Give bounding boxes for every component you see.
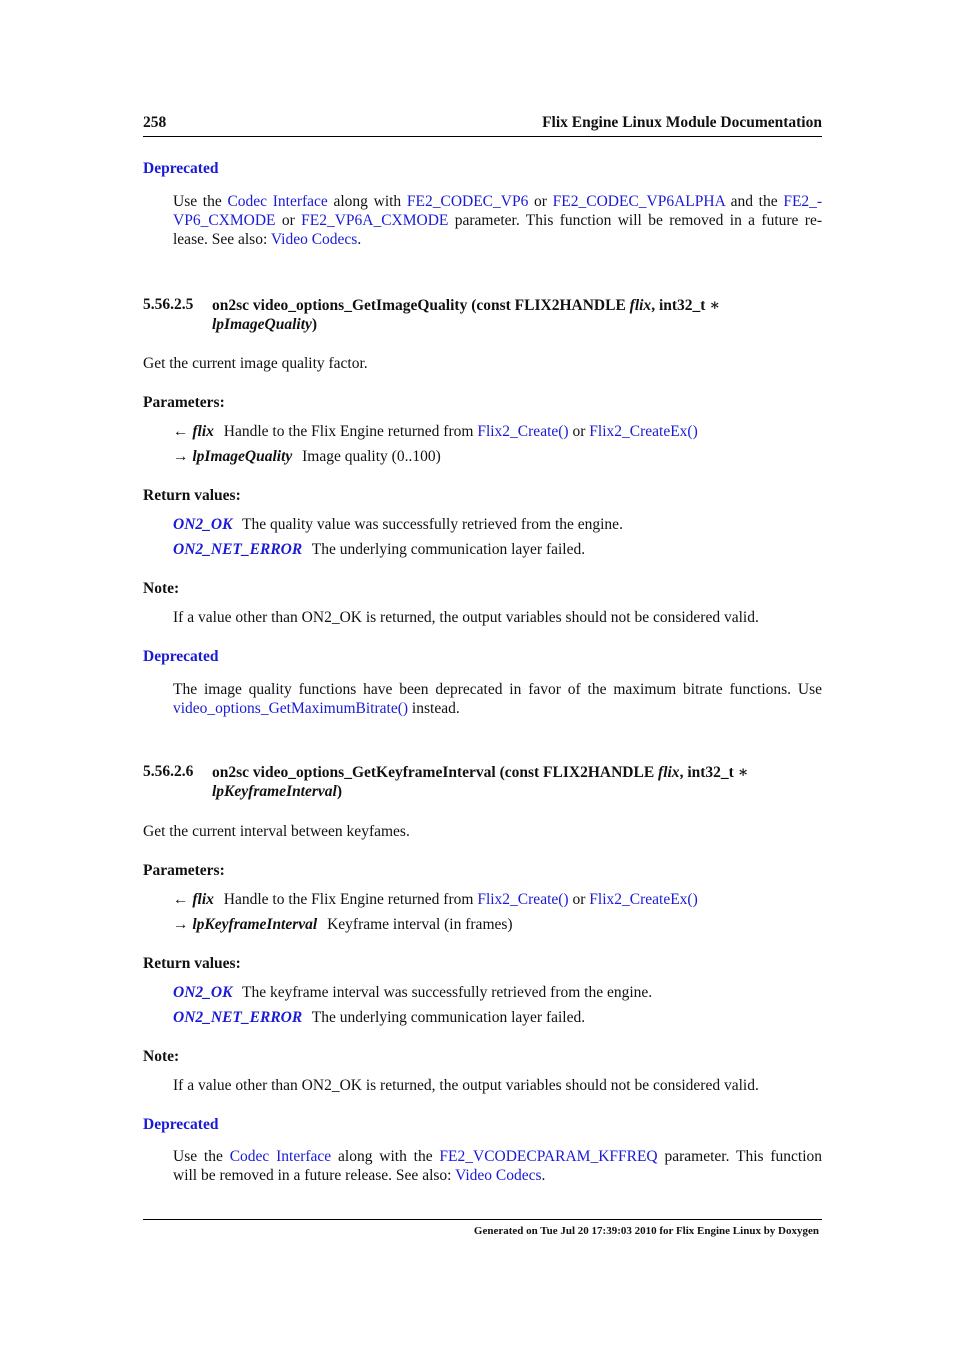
return-values-heading: Return values: (143, 955, 241, 972)
getmaximumbitrate-link[interactable]: video_options_GetMaximumBitrate() (173, 700, 409, 717)
return-row-net-error: ON2_NET_ERROR The underlying communication layer failed. (173, 541, 586, 558)
section-description: Get the current image quality factor. (143, 355, 368, 372)
on2-ok-link[interactable]: ON2_OK (173, 516, 233, 533)
video-codecs-link[interactable]: Video Codecs (455, 1167, 542, 1184)
section-heading-getimagequality: 5.56.2.5 on2sc video_options_GetImageQuality (const FLIX2HANDLE flix, int32_t ∗ lpImageQuality) (143, 296, 721, 333)
section-number: 5.56.2.6 (143, 763, 194, 780)
param-row-flix: ← flix Handle to the Flix Engine returned from Flix2_Create() or Flix2_CreateEx() (173, 423, 698, 440)
flix2-createex-link[interactable]: Flix2_CreateEx() (589, 891, 698, 908)
on2-net-error-link[interactable]: ON2_NET_ERROR (173, 1009, 303, 1026)
page-footer (143, 1219, 822, 1237)
note-text: If a value other than ON2_OK is returned, the output variables should not be considered valid. (173, 1077, 759, 1094)
fe2-vcodecparam-kffreq-link[interactable]: FE2_VCODECPARAM_KFFREQ (439, 1148, 658, 1165)
fe2-vp6-cxmode-link-part1[interactable]: FE2_- (783, 193, 823, 210)
section-heading-getkeyframeinterval: 5.56.2.6 on2sc video_options_GetKeyframeInterval (const FLIX2HANDLE flix, int32_t ∗ lpKeyframeInterval) (143, 763, 749, 800)
section-description: Get the current interval between keyfames. (143, 823, 410, 840)
deprecated-text-top: Use the Codec Interface along with FE2_CODEC_VP6 or FE2_CODEC_VP6ALPHA and the FE2_- VP6_CXMODE or FE2_VP6A_CXMODE parameter. This function will be removed in a future re- lease. See also: Video Codecs. (173, 193, 823, 248)
document-page (143, 0, 822, 1350)
on2-net-error-link[interactable]: ON2_NET_ERROR (173, 541, 303, 558)
param-row-lpimagequality: → lpImageQuality Image quality (0..100) (173, 448, 441, 465)
section-number: 5.56.2.5 (143, 296, 194, 313)
fe2-vp6a-cxmode-link[interactable]: FE2_VP6A_CXMODE (301, 212, 449, 229)
on2-ok-link[interactable]: ON2_OK (173, 984, 233, 1001)
deprecated-text-keyframeinterval: Use the Codec Interface along with the FE2_VCODECPARAM_KFFREQ parameter. This function will be removed in a future release. See also: Video Codecs. (173, 1148, 823, 1184)
flix2-create-link[interactable]: Flix2_Create() (477, 891, 569, 908)
parameters-heading: Parameters: (143, 862, 225, 879)
parameters-heading: Parameters: (143, 394, 225, 411)
fe2-codec-vp6alpha-link[interactable]: FE2_CODEC_VP6ALPHA (552, 193, 725, 210)
fe2-vp6-cxmode-link-part2[interactable]: VP6_CXMODE (173, 212, 276, 229)
page-number: 258 (143, 114, 167, 131)
return-row-net-error: ON2_NET_ERROR The underlying communication layer failed. (173, 1009, 586, 1026)
codec-interface-link[interactable]: Codec Interface (227, 193, 328, 210)
param-row-lpkeyframeinterval: → lpKeyframeInterval Keyframe interval (in frames) (173, 916, 513, 933)
fe2-codec-vp6-link[interactable]: FE2_CODEC_VP6 (406, 193, 529, 210)
note-text: If a value other than ON2_OK is returned, the output variables should not be considered valid. (173, 609, 759, 626)
footer-text: Generated on Tue Jul 20 17:39:03 2010 for Flix Engine Linux by Doxygen (473, 1225, 819, 1237)
note-heading: Note: (143, 1048, 180, 1065)
document-title: Flix Engine Linux Module Documentation (542, 114, 822, 131)
return-row-ok: ON2_OK The keyframe interval was successfully retrieved from the engine. (173, 984, 653, 1001)
page-header (143, 114, 822, 137)
video-codecs-link[interactable]: Video Codecs (270, 231, 358, 248)
return-row-ok: ON2_OK The quality value was successfully retrieved from the engine. (173, 516, 623, 533)
codec-interface-link[interactable]: Codec Interface (229, 1148, 332, 1165)
param-row-flix: ← flix Handle to the Flix Engine returned from Flix2_Create() or Flix2_CreateEx() (173, 891, 698, 908)
deprecated-link-keyframeinterval[interactable]: Deprecated (143, 1116, 219, 1133)
deprecated-link-top[interactable]: Deprecated (143, 160, 219, 177)
deprecated-text-imagequality: The image quality functions have been deprecated in favor of the maximum bitrate functions. Use video_options_GetMaximumBitrate() instead. (173, 681, 822, 717)
return-values-heading: Return values: (143, 487, 241, 504)
flix2-create-link[interactable]: Flix2_Create() (477, 423, 569, 440)
flix2-createex-link[interactable]: Flix2_CreateEx() (589, 423, 698, 440)
note-heading: Note: (143, 580, 180, 597)
deprecated-link-imagequality[interactable]: Deprecated (143, 648, 219, 665)
